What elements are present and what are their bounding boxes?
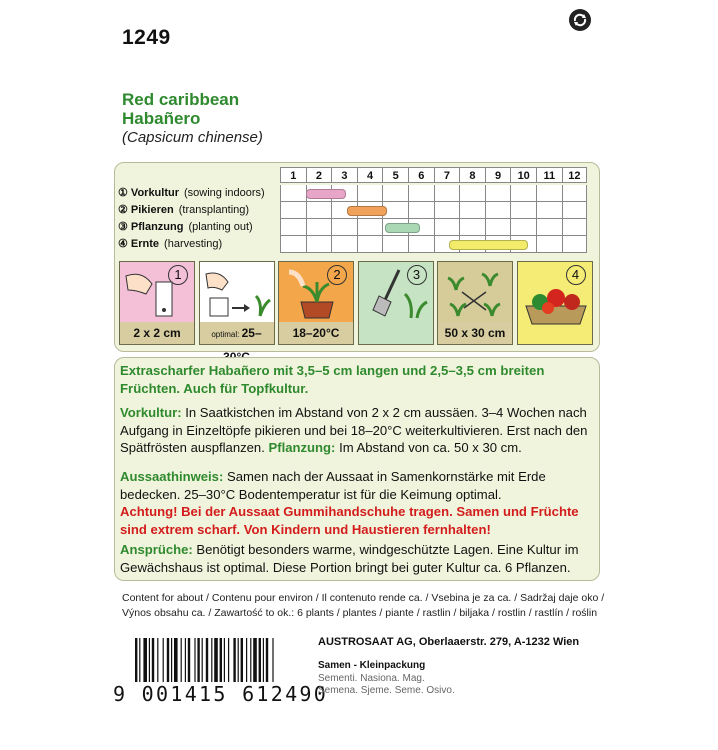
illustration-icon [438,262,514,324]
icon-label-prefix: optimal: [211,330,242,339]
month-header-5: 5 [382,167,408,183]
key-pflanzung: Pflanzung: [268,440,336,455]
icon-label-text: 50 x 30 cm [444,326,506,340]
calendar-cell [306,202,332,219]
calendar-cell [408,236,434,253]
calendar-cell [331,236,357,253]
barcode-bar [188,638,190,682]
barcode-bar [214,638,218,682]
calendar-cell [510,219,536,236]
key-ansprueche: Ansprüche: [120,542,193,557]
calendar-cell [280,185,306,202]
calendar-cell [382,185,408,202]
icon-label [120,322,194,344]
barcode-bar [250,638,251,682]
icon-label-text: 25– [241,326,262,340]
barcode-bar [233,638,235,682]
month-header-4: 4 [357,167,383,183]
calendar-phase: ① Vorkultur [118,187,179,199]
barcode-bar [224,638,225,682]
month-header-1: 1 [280,167,306,183]
warning-text: Achtung! Bei der Aussaat Gummihandschuhe tragen. Samen und Früchte sind extrem scharf. Von Kindern und Haustieren fernhalten! [120,504,579,537]
month-header-10: 10 [510,167,536,183]
month-header-11: 11 [536,167,562,183]
icon-label-text: 2 x 2 cm [133,326,181,340]
calendar-cell [485,219,511,236]
product-code: 1249 [122,26,171,49]
pack-subtitle-1: Sementi. Nasiona. Mag. [318,673,425,684]
barcode-bar [135,638,137,682]
calendar-cell [280,219,306,236]
barcode-bar [211,638,212,682]
variety-type: Habañero [122,109,201,128]
text-pflanzung: Im Abstand von ca. 50 x 30 cm. [339,440,522,455]
text-vorkultur: In Saatkistchen im Abstand von 2 x 2 cm aussäen. 3–4 Wochen nach Aufgang in Einzeltöpfe pikieren und bei 18–20°C weiterkultivieren. Erst nach den Spätfrösten auspflanzen. [120,405,588,455]
month-header-7: 7 [434,167,460,183]
latin-name: (Capsicum chinense) [122,129,263,146]
text-ansprueche: Benötigt besonders warme, windgeschützte Lagen. Eine Kultur im Gewächshaus ist optimal. Diese Portion bringt bei guter Kultur ca. 6 Pflanzen. [120,542,579,575]
step-number: 2 [327,265,347,285]
content-line-2: Výnos obsahu ca. / Zawartość to ok.: 6 plants / plantes / piante / rastlin / biljaka / rostlin / rastlín / roślin [122,607,598,619]
icon-box [358,261,434,345]
icon-label [438,322,512,344]
icon-box [278,261,354,345]
barcode-bar [202,638,203,682]
icon-label [279,322,353,344]
barcode-bar [171,638,172,682]
calendar-phase: ② Pikieren [118,204,174,216]
recycle-icon [568,8,592,32]
calendar-cell [510,202,536,219]
paragraph-aussaathinweis [120,468,596,503]
calendar-cell [536,236,562,253]
calendar-cell [459,219,485,236]
calendar-phase: ③ Pflanzung [118,221,184,233]
barcode-bar [163,638,164,682]
barcode-bar [181,638,182,682]
calendar-cell [562,219,588,236]
calendar-cell [357,219,383,236]
calendar-cell [280,236,306,253]
calendar-cell [408,185,434,202]
content-line-1: Content for about / Contenu pour environ / Il contenuto rende ca. / Vsebina je za ca. / Sadržaj daje oko / [122,592,605,604]
calendar-cell [382,236,408,253]
calendar-cell [536,219,562,236]
key-aussaathinweis: Aussaathinweis: [120,469,224,484]
pack-title: Samen - Kleinpackung [318,660,426,671]
barcode-number: 9 001415 612490 [113,682,329,706]
company-address: AUSTROSAAT AG, Oberlaaerstr. 279, A-1232 Wien [318,636,580,648]
barcode-bar [157,638,158,682]
step-number: 1 [168,265,188,285]
calendar-cell [510,185,536,202]
barcode-bar [197,638,199,682]
calendar-cell [357,236,383,253]
calendar-phase-english: (transplanting) [178,204,250,216]
month-header-3: 3 [331,167,357,183]
barcode-bar [139,638,140,682]
step-number: 3 [407,265,427,285]
barcode-bar [228,638,229,682]
barcode-bar [206,638,208,682]
paragraph-ansprueche [120,541,596,576]
icon-box [437,261,513,345]
calendar-cell [536,202,562,219]
barcode-bar [266,638,268,682]
month-header-2: 2 [306,167,332,183]
calendar-cell [562,236,588,253]
text-aussaathinweis: Samen nach der Aussaat in Samenkornstärke mit Erde bedecken. 25–30°C Bodentemperatur ist für die Keimung optimal. [120,469,546,502]
calendar-cell [459,202,485,219]
calendar-phase: ④ Ernte [118,238,160,250]
barcode-bar [143,638,147,682]
barcode-bar [185,638,186,682]
barcode-bar [149,638,150,682]
calendar-cell [562,202,588,219]
calendar-row-label [118,202,278,219]
calendar-phase-english: (harvesting) [164,238,223,250]
calendar-cell [331,219,357,236]
calendar-row-label [118,185,278,202]
icon-box [199,261,275,345]
calendar-row-label [118,219,278,236]
paragraph-vorkultur [120,404,596,457]
calendar-cell [306,219,332,236]
month-header-8: 8 [459,167,485,183]
barcode-bar [152,638,154,682]
key-vorkultur: Vorkultur: [120,405,182,420]
icon-label [200,322,274,344]
calendar-cell [357,185,383,202]
month-header-6: 6 [408,167,434,183]
variety-name: Red caribbean [122,90,240,109]
calendar-phase-english: (planting out) [188,221,253,233]
calendar-cell [536,185,562,202]
step-number: 4 [566,265,586,285]
icon-box [119,261,195,345]
barcode-bar [246,638,247,682]
calendar-cell [459,185,485,202]
calendar-bar [385,223,420,233]
barcode-bar [220,638,222,682]
barcode-bar [259,638,261,682]
calendar-row-label [118,236,278,253]
calendar-cell [280,202,306,219]
calendar-cell [485,202,511,219]
calendar-bar [449,240,528,250]
calendar-phase-english: (sowing indoors) [184,187,265,199]
calendar-cell [434,219,460,236]
barcode-bar [194,638,195,682]
calendar-cell [434,185,460,202]
barcode-bar [174,638,178,682]
barcode-bar [241,638,243,682]
barcode-bar [253,638,257,682]
icon-box [517,261,593,345]
calendar-cell [485,185,511,202]
calendar-cell [408,202,434,219]
barcode-bar [238,638,239,682]
barcode-bar [272,638,273,682]
calendar-bar [347,206,387,216]
icon-label-text: 18–20°C [292,326,340,340]
month-header-12: 12 [562,167,588,183]
month-header-9: 9 [485,167,511,183]
pack-subtitle-2: Semena. Sjeme. Seme. Osivo. [318,685,455,696]
calendar-cell [306,236,332,253]
headline: Extrascharfer Habañero mit 3,5–5 cm langen und 2,5–3,5 cm breiten Früchten. Auch für Topfkultur. [120,363,545,396]
calendar-cell [434,202,460,219]
illustration-icon [200,262,276,324]
calendar-cell [562,185,588,202]
barcode-bar [263,638,264,682]
calendar-bar [306,189,346,199]
barcode-bar [167,638,169,682]
